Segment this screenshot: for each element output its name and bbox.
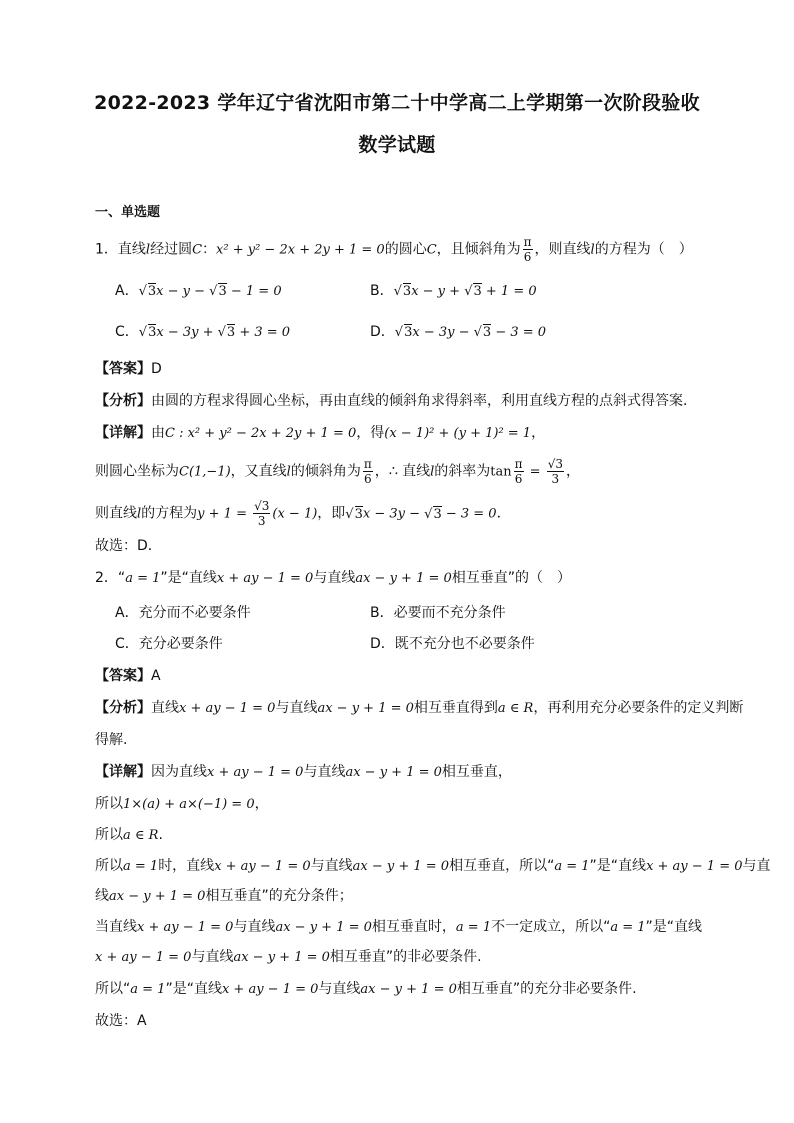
q1-detail-line3: 则直线l的方程为y + 1 = $\frac{√3}{3}$ (x − 1)，即√3x − 3y − √3 − 3 = 0． [95, 499, 511, 528]
q2-option-b: B．必要而不充分条件 [370, 605, 506, 621]
q1-option-a: A．√3x − y − √3 − 1 = 0 [115, 283, 282, 299]
q2-detail-line5: 线ax − y + 1 = 0相互垂直”的充分条件； [95, 888, 353, 904]
q2-detail-line8: 所以“a = 1”是“直线x + ay − 1 = 0与直线ax − y + 1 = 0相互垂直”的充分非必要条件. [95, 981, 637, 997]
document-title-line1: 2022-2023 学年辽宁省沈阳市第二十中学高二上学期第一次阶段验收 [94, 92, 700, 114]
q2-choose: 故选：A [95, 1013, 147, 1029]
q2-option-d: D．既不充分也不必要条件 [370, 636, 535, 652]
q2-analysis-line2: 得解. [95, 732, 128, 748]
q2-answer: 【答案】A [95, 668, 161, 684]
q1-detail-line2: 则圆心坐标为C(1,−1)，又直线l的倾斜角为 $\frac{\pi}{6}$ ，∴ 直线l的斜率为tan $\frac{\pi}{6}$ = $\frac{√3}{3}$ ， [95, 457, 580, 486]
q2-detail-line6: 当直线x + ay − 1 = 0与直线ax − y + 1 = 0相互垂直时，a = 1不一定成立，所以“a = 1”是“直线 [95, 919, 703, 935]
q1-option-d: D．√3x − 3y − √3 − 3 = 0 [370, 324, 547, 340]
q1-choose: 故选：D． [95, 538, 162, 554]
q2-option-c: C．充分必要条件 [115, 636, 223, 652]
q2-number: 2． [95, 570, 118, 586]
q2-detail-line1: 【详解】因为直线x + ay − 1 = 0与直线ax − y + 1 = 0相互垂直， [95, 764, 512, 780]
q1-angle-fraction: $\frac{\pi}{6}$ [523, 235, 532, 264]
q1-circle-equation: x² + y² − 2x + 2y + 1 = 0 [216, 242, 385, 258]
q1-detail-line1: 【详解】由C : x² + y² − 2x + 2y + 1 = 0，得(x − 1)² + (y + 1)² = 1， [95, 425, 546, 441]
q1-option-c: C．√3x − 3y + √3 + 3 = 0 [115, 324, 291, 340]
section-heading: 一、单选题 [95, 205, 161, 220]
q1-analysis: 【分析】由圆的方程求得圆心坐标，再由直线的倾斜角求得斜率，利用直线方程的点斜式得答案． [95, 393, 697, 409]
q2-detail-line3: 所以a ∈ R. [95, 827, 163, 843]
document-title-line2: 数学试题 [358, 134, 436, 156]
q1-number: 1． [95, 241, 118, 258]
q2-analysis-line1: 【分析】直线x + ay − 1 = 0与直线ax − y + 1 = 0相互垂直得到a ∈ R，再利用充分必要条件的定义判断 [95, 700, 744, 716]
q2-stem: 2．“a = 1”是“直线x + ay − 1 = 0与直线ax − y + 1 = 0相互垂直”的（ ） [95, 570, 572, 586]
q1-stem: 1．直线l经过圆C：x² + y² − 2x + 2y + 1 = 0的圆心C，且倾斜角为 $\frac{\pi}{6}$ ，则直线l的方程为（ ） [95, 235, 693, 264]
q2-detail-line2: 所以1×(a) + a×(−1) = 0， [95, 796, 269, 812]
q1-answer: 【答案】D [95, 361, 162, 377]
q2-detail-line4: 所以a = 1时，直线x + ay − 1 = 0与直线ax − y + 1 = 0相互垂直，所以“a = 1”是“直线x + ay − 1 = 0与直 [95, 858, 771, 874]
q2-detail-line7: x + ay − 1 = 0与直线ax − y + 1 = 0相互垂直”的非必要条件. [95, 949, 482, 965]
q2-option-a: A．充分而不必要条件 [115, 605, 251, 621]
q1-option-b: B．√3x − y + √3 + 1 = 0 [370, 283, 537, 299]
